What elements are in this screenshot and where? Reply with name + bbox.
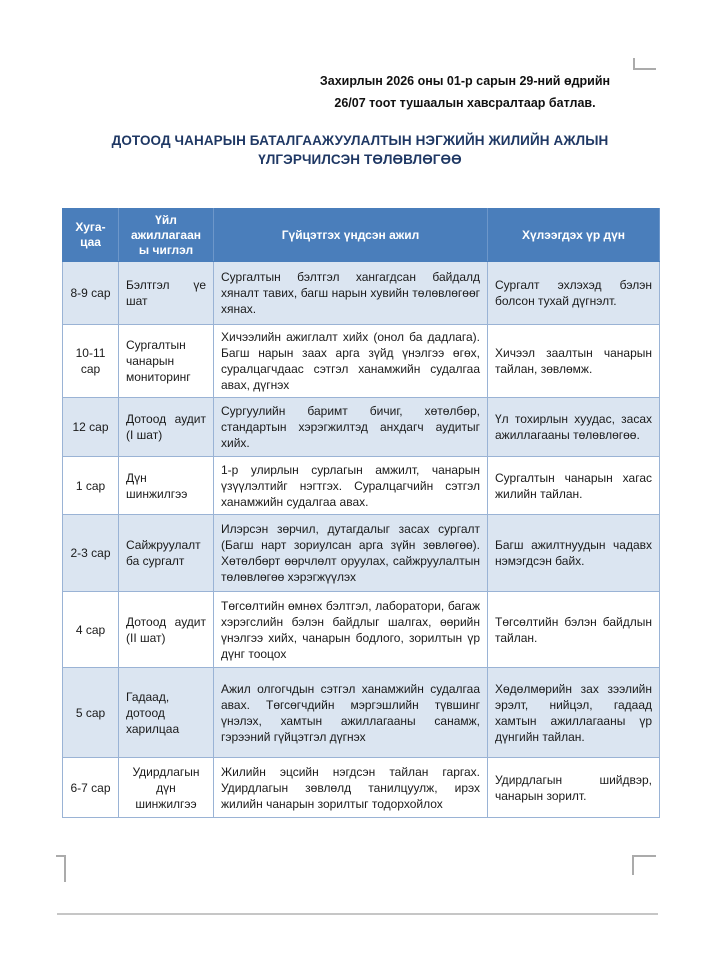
table-row	[63, 262, 660, 325]
page-margin-mark-bottom-left	[56, 855, 66, 882]
cell-expected-result: Хичээл заалтын чанарын тайлан, зөвлөмж.	[488, 325, 660, 398]
cell-expected-result: Сургалт эхлэхэд бэлэн болсон тухай дүгнэлт.	[488, 262, 660, 325]
cell-main-work: Жилийн эцсийн нэгдсэн тайлан гаргах. Удирдлагын зөвлөлд танилцуулж, ирэх жилийн чанарын зорилтыг тодорхойлох	[214, 758, 488, 818]
cell-direction: Удирдлагын дүн шинжилгээ	[119, 758, 214, 818]
table-row	[63, 325, 660, 398]
cell-expected-result: Сургалтын чанарын хагас жилийн тайлан.	[488, 457, 660, 515]
table-row	[63, 668, 660, 758]
plan-table	[62, 208, 660, 818]
table-row	[63, 592, 660, 668]
cell-direction: Дүн шинжилгээ	[119, 457, 214, 515]
page-title	[40, 131, 680, 169]
cell-direction: Гадаад, дотоод харилцаа	[119, 668, 214, 758]
approval-line-1: Захирлын 2026 оны 01-р сарын 29-ний өдрийн	[319, 74, 611, 88]
cell-main-work: Хичээлийн ажиглалт хийх (онол ба дадлага). Багш нарын заах арга зүйд үнэлгээ өгөх, суралцагчдаас сэтгэл ханамжийн судалгаа авах, дүгнэх	[214, 325, 488, 398]
cell-main-work: 1-р улирлын сурлагын амжилт, чанарын үзүүлэлтийг нэгтгэх. Суралцагчийн сэтгэл ханамжийн судалгаа авах.	[214, 457, 488, 515]
table-row	[63, 398, 660, 457]
cell-main-work: Сургуулийн баримт бичиг, хөтөлбөр, стандартын хэрэгжилтэд анхдагч аудитыг хийх.	[214, 398, 488, 457]
approval-line-2: 26/07 тоот тушаалын хавсралтаар батлав.	[334, 96, 596, 110]
header-direction: Үйл ажиллагааны чиглэл	[119, 209, 214, 262]
header-expected-result: Хүлээгдэх үр дүн	[488, 209, 660, 262]
table-row	[63, 457, 660, 515]
page-margin-mark-top-right	[633, 58, 656, 70]
cell-period: 5 сар	[63, 668, 119, 758]
page-title-line-1: ДОТООД ЧАНАРЫН БАТАЛГААЖУУЛАЛТЫН НЭГЖИЙН ЖИЛИЙН АЖЛЫН	[111, 133, 609, 148]
cell-period: 4 сар	[63, 592, 119, 668]
cell-direction: Сургалтын чанарын мониторинг	[119, 325, 214, 398]
cell-period: 6-7 сар	[63, 758, 119, 818]
footer-separator-line	[57, 913, 658, 915]
header-period: Хуга-цаа	[63, 209, 119, 262]
cell-period: 10-11 сар	[63, 325, 119, 398]
header-main-work: Гүйцэтгэх үндсэн ажил	[214, 209, 488, 262]
cell-period: 2-3 сар	[63, 515, 119, 592]
cell-period: 12 сар	[63, 398, 119, 457]
cell-expected-result: Төгсөлтийн бэлэн байдлын тайлан.	[488, 592, 660, 668]
approval-note	[255, 70, 675, 114]
cell-direction: Дотоод аудит (II шат)	[119, 592, 214, 668]
cell-expected-result: Удирдлагын шийдвэр, чанарын зорилт.	[488, 758, 660, 818]
cell-period: 8-9 сар	[63, 262, 119, 325]
table-row	[63, 515, 660, 592]
cell-main-work: Төгсөлтийн өмнөх бэлтгэл, лаборатори, багаж хэрэгслийн бэлэн байдлыг шалгах, өөрийн үнэлгээ хийх, чанарын бодлого, зорилтын үр дүнг тооцох	[214, 592, 488, 668]
cell-expected-result: Хөдөлмөрийн зах зээлийн эрэлт, нийцэл, гадаад хамтын ажиллагааны үр дүнгийн тайлан.	[488, 668, 660, 758]
cell-direction: Сайжруулалт ба сургалт	[119, 515, 214, 592]
cell-main-work: Ажил олгогчдын сэтгэл ханамжийн судалгаа авах. Төгсөгчдийн мэргэшлийн түвшинг үнэлэх, хамтын ажиллагааны санамж, гэрээний гүйцэтгэл дүгнэх	[214, 668, 488, 758]
cell-direction: Бэлтгэл үе шат	[119, 262, 214, 325]
cell-direction: Дотоод аудит (I шат)	[119, 398, 214, 457]
cell-expected-result: Багш ажилтнуудын чадавх нэмэгдсэн байх.	[488, 515, 660, 592]
table-row	[63, 758, 660, 818]
cell-expected-result: Үл тохирлын хуудас, засах ажиллагааны төлөвлөгөө.	[488, 398, 660, 457]
cell-main-work: Илэрсэн зөрчил, дутагдалыг засах сургалт (Багш нарт зориулсан арга зүйн зөвлөгөө). Хөтөлбөрт өөрчлөлт оруулах, сайжруулалтын төлөвлөгөө хэрэгжүүлэх	[214, 515, 488, 592]
cell-main-work: Сургалтын бэлтгэл хангагдсан байдалд хяналт тавих, багш нарын хувийн төлөвлөгөөг хянах.	[214, 262, 488, 325]
table-header-row	[63, 209, 660, 262]
cell-period: 1 сар	[63, 457, 119, 515]
page-title-line-2: ҮЛГЭРЧИЛСЭН ТӨЛӨВЛӨГӨӨ	[258, 152, 462, 167]
page-margin-mark-bottom-right	[632, 855, 656, 875]
